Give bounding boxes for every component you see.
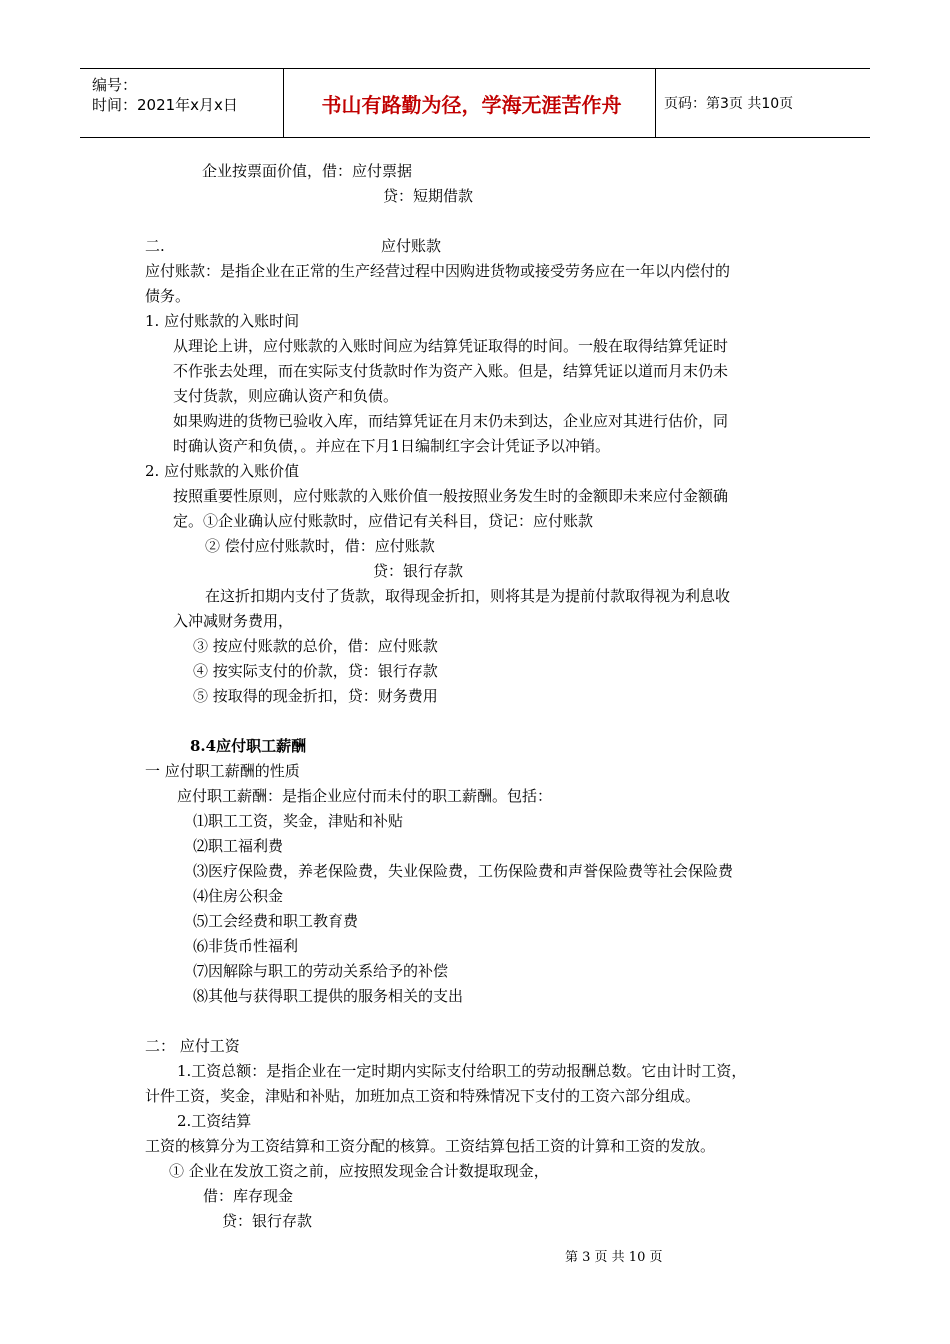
body-line: 借：库存现金 xyxy=(203,1187,294,1205)
subsection-title: 2.工资结算 xyxy=(177,1112,252,1130)
body-line: 工资的核算分为工资结算和工资分配的核算。工资结算包括工资的计算和工资的发放。 xyxy=(145,1137,716,1155)
body-line: 应付账款：是指企业在正常的生产经营过程中因购进货物或接受劳务应在一年以内偿付的 xyxy=(145,262,731,280)
body-line: 时确认资产和负债，。并应在下月1日编制红字会计凭证予以冲销。 xyxy=(173,437,611,455)
subsection-title: 1. 应付账款的入账时间 xyxy=(145,312,300,330)
list-item: ⑺因解除与职工的劳动关系给予的补偿 xyxy=(193,962,449,980)
body-line: 从理论上讲，应付账款的入账时间应为结算凭证取得的时间。一般在取得结算凭证时 xyxy=(173,337,729,355)
header-divider xyxy=(283,69,284,137)
list-item: ④ 按实际支付的价款，贷：银行存款 xyxy=(193,662,438,680)
body-line: ② 偿付应付账款时，借：应付账款 xyxy=(205,537,435,555)
header-meta xyxy=(92,75,238,115)
body-line: ① 企业在发放工资之前，应按照发现金合计数提取现金， xyxy=(169,1162,549,1180)
document-number-label: 编号： xyxy=(92,76,138,94)
list-item: ⑶医疗保险费，养老保险费，失业保险费，工伤保险费和声誉保险费等社会保险费 xyxy=(193,862,734,880)
body-line: 定。①企业确认应付账款时，应借记有关科目，贷记：应付账款 xyxy=(173,512,594,530)
subsection-title: 2. 应付账款的入账价值 xyxy=(145,462,300,480)
header-divider xyxy=(655,69,656,137)
body-line: 计件工资，奖金，津贴和补贴，加班加点工资和特殊情况下支付的工资六部分组成。 xyxy=(145,1087,701,1105)
body-line: 按照重要性原则，应付账款的入账价值一般按照业务发生时的金额即未来应付金额确 xyxy=(173,487,729,505)
chapter-heading: 8.4应付职工薪酬 xyxy=(190,737,307,755)
section-title: 一 应付职工薪酬的性质 xyxy=(145,762,300,780)
body-line: 贷：银行存款 xyxy=(373,562,464,580)
body-line: 如果购进的货物已验收入库，而结算凭证在月末仍未到达，企业应对其进行估价，同 xyxy=(173,412,729,430)
body-line: 债务。 xyxy=(145,287,191,305)
body-line: 企业按票面价值，借：应付票据 xyxy=(202,162,413,180)
page-header xyxy=(80,68,870,138)
body-line: 在这折扣期内支付了货款，取得现金折扣，则将其是为提前付款取得视为利息收 xyxy=(205,587,731,605)
body-line: 贷：银行存款 xyxy=(222,1212,313,1230)
list-item: ⑷住房公积金 xyxy=(193,887,284,905)
body-line: 贷：短期借款 xyxy=(383,187,474,205)
header-motto: 书山有路勤为径，学海无涯苦作舟 xyxy=(321,92,622,117)
section-title: 应付账款 xyxy=(381,237,442,255)
list-item: ⑹非货币性福利 xyxy=(193,937,299,955)
body-line: 1.工资总额：是指企业在一定时期内实际支付给职工的劳动报酬总数。它由计时工资， xyxy=(177,1062,747,1080)
list-item: ⑤ 按取得的现金折扣，贷：财务费用 xyxy=(193,687,438,705)
body-line: 入冲减财务费用， xyxy=(173,612,294,630)
document-date: 时间：2021年x月x日 xyxy=(92,96,238,114)
list-item: ③ 按应付账款的总价，借：应付账款 xyxy=(193,637,438,655)
header-page-info: 页码：第3页 共10页 xyxy=(664,96,794,112)
list-item: ⑵职工福利费 xyxy=(193,837,284,855)
list-item: ⑴职工工资，奖金，津贴和补贴 xyxy=(193,812,404,830)
body-line: 应付职工薪酬：是指企业应付而未付的职工薪酬。包括： xyxy=(177,787,553,805)
body-line: 不作张去处理，而在实际支付货款时作为资产入账。但是，结算凭证以道而月末仍未 xyxy=(173,362,729,380)
section-number: 二. xyxy=(145,237,165,255)
body-line: 支付货款，则应确认资产和负债。 xyxy=(173,387,399,405)
section-title: 二： 应付工资 xyxy=(145,1037,240,1055)
list-item: ⑸工会经费和职工教育费 xyxy=(193,912,359,930)
list-item: ⑻其他与获得职工提供的服务相关的支出 xyxy=(193,987,464,1005)
page-footer: 第 3 页 共 10 页 xyxy=(565,1250,663,1265)
